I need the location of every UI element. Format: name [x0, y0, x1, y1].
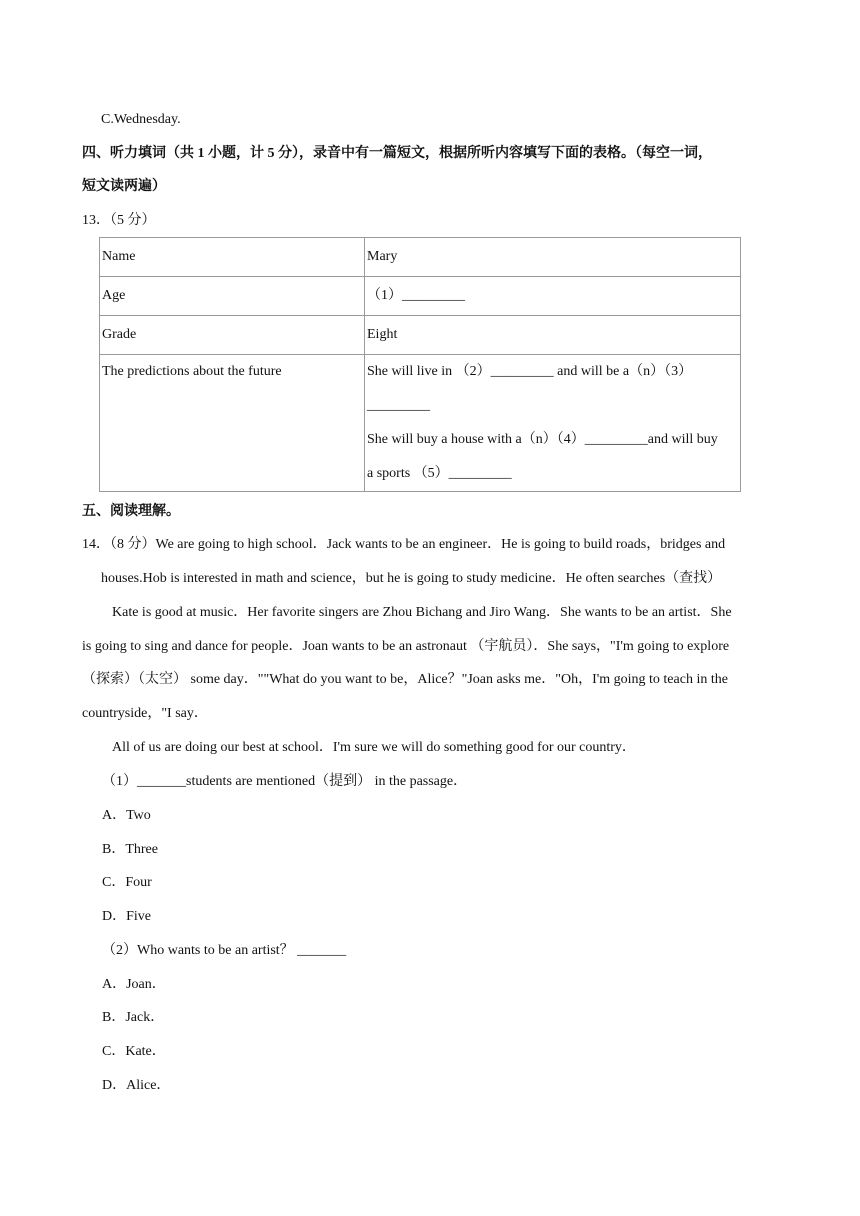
passage-line: 14．（8 分）We are going to high school．Jack wants to be an engineer．He is going to build roads，bridges and — [82, 537, 726, 552]
table-cell-label: Grade — [100, 316, 365, 355]
table-cell-value: Eight — [365, 316, 741, 355]
section-5-title: 五、阅读理解。 — [82, 504, 180, 519]
table-cell-line: a sports （5）_________ — [367, 466, 512, 481]
table-cell-label: The predictions about the future — [100, 355, 365, 492]
table-cell-line: _________ — [367, 398, 430, 413]
passage-line: Kate is good at music．Her favorite singers are Zhou Bichang and Jiro Wang．She wants to be an artist．She — [112, 605, 732, 620]
prev-option-c: C.Wednesday. — [101, 112, 181, 127]
passage-line: （探索）（太空） some day．""What do you want to be，Alice？"Joan asks me．"Oh，I'm going to teach in the — [82, 672, 728, 687]
answer-option: A．Two — [102, 808, 151, 823]
passage-line: is going to sing and dance for people．Joan wants to be an astronaut （宇航员）．She says，"I'm going to explore — [82, 639, 730, 654]
table-row — [100, 277, 741, 316]
passage-line: houses.Hob is interested in math and science，but he is going to study medicine．He often searches（查找） — [101, 571, 722, 586]
passage-line: countryside，"I say． — [82, 706, 208, 721]
table-cell-value: （1）_________ — [365, 277, 741, 316]
listening-table — [99, 237, 741, 492]
table-row — [100, 316, 741, 355]
table-cell-value: Mary — [365, 238, 741, 277]
section-4-title-cont: 短文读两遍） — [82, 179, 166, 194]
table-cell-line: She will live in （2）_________ and will be a（n）（3） — [367, 364, 693, 379]
section-4-title: 四、听力填词（共 1 小题，计 5 分），录音中有一篇短文，根据所听内容填写下面的表格。（每空一词， — [82, 146, 712, 161]
table-row — [100, 355, 741, 492]
question-stem: （2）Who wants to be an artist？ _______ — [102, 943, 347, 958]
answer-option: B．Jack． — [102, 1010, 165, 1025]
table-row — [100, 238, 741, 277]
question-stem: （1）_______students are mentioned（提到） in the passage． — [102, 774, 468, 789]
answer-option: C．Four — [102, 875, 152, 890]
table-cell-label: Age — [100, 277, 365, 316]
table-cell-line: She will buy a house with a（n）（4）_________and will buy — [367, 432, 718, 447]
answer-option: D．Five — [102, 909, 151, 924]
answer-option: A．Joan． — [102, 977, 166, 992]
answer-option: C．Kate． — [102, 1044, 166, 1059]
table-cell-value — [365, 355, 741, 492]
question-13-label: 13．（5 分） — [82, 213, 156, 228]
passage-line: All of us are doing our best at school．I'm sure we will do something good for our country． — [112, 740, 636, 755]
answer-option: D．Alice． — [102, 1078, 171, 1093]
table-cell-label: Name — [100, 238, 365, 277]
answer-option: B．Three — [102, 842, 158, 857]
